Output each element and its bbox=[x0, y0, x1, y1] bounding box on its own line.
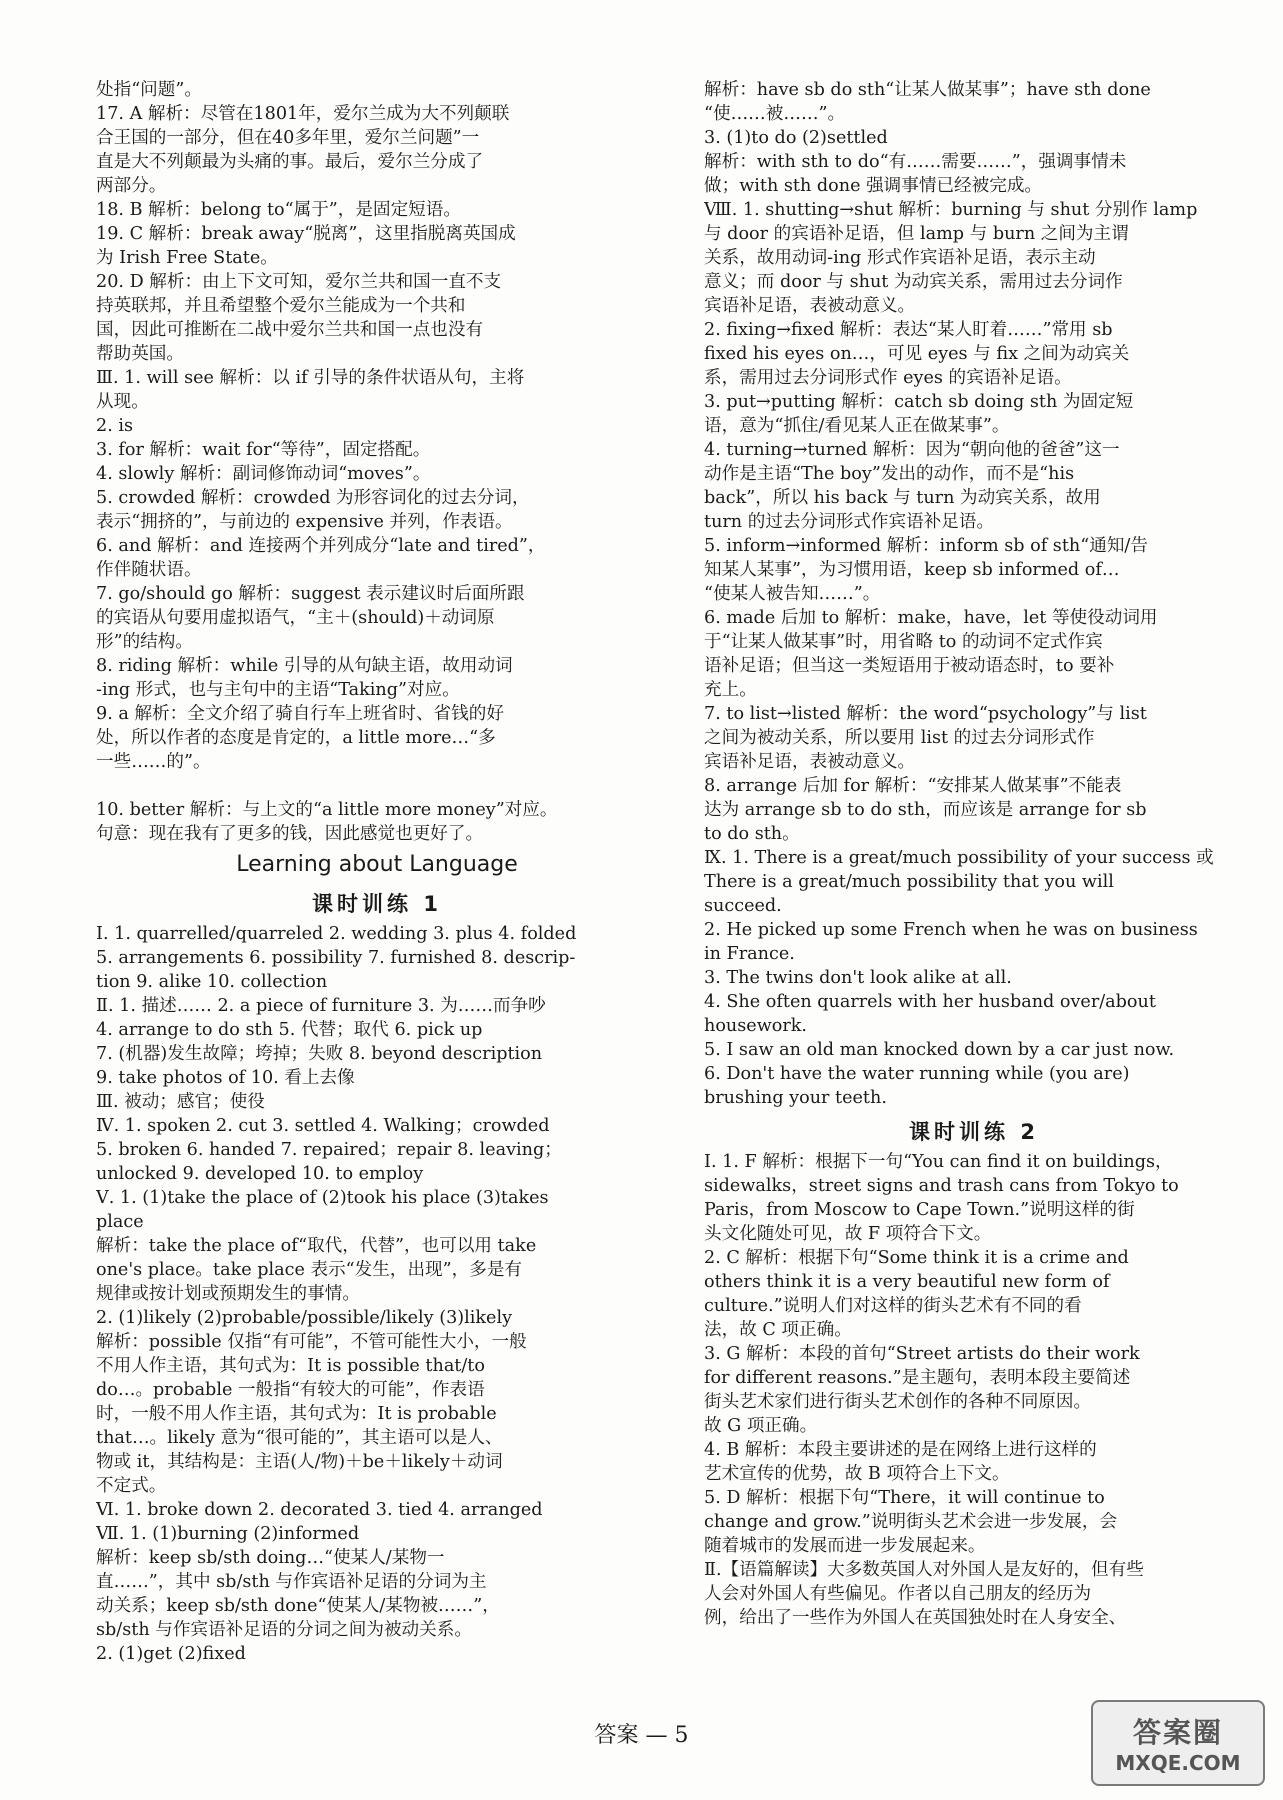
text-line: 2. is bbox=[96, 416, 134, 436]
text-line: Ⅰ. 1. F 解析：根据下一句“You can find it on buildings， bbox=[704, 1152, 1173, 1172]
text-line: 于“让某人做某事”时，用省略 to 的动词不定式作宾 bbox=[704, 632, 1103, 652]
text-line: 解析：take the place of“取代，代替”，也可以用 take bbox=[96, 1236, 537, 1256]
text-line: Ⅲ. 1. will see 解析：以 if 引导的条件状语从句，主将 bbox=[96, 368, 525, 388]
text-line: 2. fixing→fixed 解析：表达“某人盯着……”常用 sb bbox=[704, 320, 1113, 340]
page-footer: 答案 — 5 bbox=[594, 1723, 689, 1748]
text-line: 故 G 项正确。 bbox=[704, 1416, 818, 1436]
text-line: 从现。 bbox=[96, 392, 149, 412]
text-line: 20. D 解析：由上下文可知，爱尔兰共和国一直不支 bbox=[96, 272, 502, 292]
text-line: 合王国的一部分，但在40多年里，爱尔兰问题”一 bbox=[96, 128, 480, 148]
text-line: Ⅲ. 被动；感官；使役 bbox=[96, 1092, 265, 1112]
text-line: 9. take photos of 10. 看上去像 bbox=[96, 1068, 355, 1088]
text-line bbox=[96, 774, 658, 798]
text-line: 一些……的”。 bbox=[96, 752, 211, 772]
text-line: 帮助英国。 bbox=[96, 344, 184, 364]
text-line: 3. (1)to do (2)settled bbox=[704, 128, 888, 148]
text-line: 作伴随状语。 bbox=[96, 560, 202, 580]
text-line: 随着城市的发展而进一步发展起来。 bbox=[704, 1536, 986, 1556]
text-line: 两部分。 bbox=[96, 176, 167, 196]
text-line: succeed. bbox=[704, 896, 782, 916]
watermark-bottom: MXQE.COM bbox=[1115, 1751, 1241, 1775]
text-line: 不定式。 bbox=[96, 1476, 167, 1496]
text-line: one's place。take place 表示“发生，出现”，多是有 bbox=[96, 1260, 523, 1280]
text-line: 5. arrangements 6. possibility 7. furnished 8. descrip- bbox=[96, 948, 576, 968]
text-line: that…。likely 意为“很可能的”，其主语可以是人、 bbox=[96, 1428, 503, 1448]
text-line: 4. slowly 解析：副词修饰动词“moves”。 bbox=[96, 464, 431, 484]
text-line: 做；with sth done 强调事情已经被完成。 bbox=[704, 176, 1043, 196]
text-line: culture.”说明人们对这样的街头艺术有不同的看 bbox=[704, 1296, 1082, 1316]
text-line: 7. go/should go 解析：suggest 表示建议时后面所跟 bbox=[96, 584, 525, 604]
text-line: 4. B 解析：本段主要讲述的是在网络上进行这样的 bbox=[704, 1440, 1097, 1460]
text-line: 6. and 解析：and 连接两个并列成分“late and tired”， bbox=[96, 536, 546, 556]
text-line: brushing your teeth. bbox=[704, 1088, 887, 1108]
text-line: 17. A 解析：尽管在1801年，爱尔兰成为大不列颠联 bbox=[96, 104, 510, 124]
text-line: others think it is a very beautiful new form of bbox=[704, 1272, 1110, 1292]
text-line: 7. (机器)发生故障；垮掉；失败 8. beyond description bbox=[96, 1044, 543, 1064]
text-line: place bbox=[96, 1212, 144, 1232]
text-line: 达为 arrange sb to do sth，而应该是 arrange for sb bbox=[704, 800, 1147, 820]
text-line: 的宾语从句要用虚拟语气，“主＋(should)＋动词原 bbox=[96, 608, 495, 628]
text-line: 意义；而 door 与 shut 为动宾关系，需用过去分词作 bbox=[704, 272, 1123, 292]
text-line: 宾语补足语，表被动意义。 bbox=[704, 752, 916, 772]
text-line: There is a great/much possibility that you will bbox=[704, 872, 1114, 892]
text-line: in France. bbox=[704, 944, 795, 964]
text-line: Ⅰ. 1. quarrelled/quarreled 2. wedding 3. plus 4. folded bbox=[96, 924, 577, 944]
text-line: 解析：have sb do sth“让某人做某事”；have sth done bbox=[704, 80, 1151, 100]
text-line: 10. better 解析：与上文的“a little more money”对应。 bbox=[96, 800, 558, 820]
text-line: 2. (1)likely (2)probable/possible/likely (3)likely bbox=[96, 1308, 513, 1328]
text-line: do…。probable 一般指“有较大的可能”，作表语 bbox=[96, 1380, 485, 1400]
text-line: 9. a 解析：全文介绍了骑自行车上班省时、省钱的好 bbox=[96, 704, 504, 724]
text-line: -ing 形式，也与主句中的主语“Taking”对应。 bbox=[96, 680, 460, 700]
left-column bbox=[96, 78, 658, 1666]
text-line: 3. The twins don't look alike at all. bbox=[704, 968, 1012, 988]
text-line: “使……被……”。 bbox=[704, 104, 846, 124]
text-line: 5. crowded 解析：crowded 为形容词化的过去分词， bbox=[96, 488, 530, 508]
right-column bbox=[704, 78, 1244, 1630]
text-line: 关系，故用动词-ing 形式作宾语补足语，表示主动 bbox=[704, 248, 1096, 268]
text-line: 4. turning→turned 解析：因为“朝向他的爸爸”这一 bbox=[704, 440, 1120, 460]
text-line: 解析：keep sb/sth doing…“使某人/某物一 bbox=[96, 1548, 445, 1568]
text-line: fixed his eyes on…，可见 eyes 与 fix 之间为动宾关 bbox=[704, 344, 1130, 364]
watermark-top: 答案圈 bbox=[1132, 1716, 1223, 1749]
text-line: Ⅷ. 1. shutting→shut 解析：burning 与 shut 分别作 lamp bbox=[704, 200, 1198, 220]
text-line: 国，因此可推断在二战中爱尔兰共和国一点也没有 bbox=[96, 320, 484, 340]
text-line: 2. He picked up some French when he was on business bbox=[704, 920, 1198, 940]
text-line: Ⅵ. 1. broke down 2. decorated 3. tied 4. arranged bbox=[96, 1500, 543, 1520]
text-line: Ⅶ. 1. (1)burning (2)informed bbox=[96, 1524, 360, 1544]
text-line: sidewalks，street signs and trash cans from Tokyo to bbox=[704, 1176, 1179, 1196]
text-line: 8. riding 解析：while 引导的从句缺主语，故用动词 bbox=[96, 656, 513, 676]
text-line: 语补足语；但当这一类短语用于被动语态时，to 要补 bbox=[704, 656, 1115, 676]
text-line: 为 Irish Free State。 bbox=[96, 248, 278, 268]
text-line: to do sth。 bbox=[704, 824, 800, 844]
text-line: unlocked 9. developed 10. to employ bbox=[96, 1164, 424, 1184]
text-line: 直是大不列颠最为头痛的事。最后，爱尔兰分成了 bbox=[96, 152, 484, 172]
text-line: 3. G 解析：本段的首句“Street artists do their work bbox=[704, 1344, 1140, 1364]
text-line: 规律或按计划或预期发生的事情。 bbox=[96, 1284, 360, 1304]
text-line: 艺术宣传的优势，故 B 项符合上下文。 bbox=[704, 1464, 1010, 1484]
text-line: 5. inform→informed 解析：inform sb of sth“通知/告 bbox=[704, 536, 1148, 556]
text-line: 动作是主语“The boy”发出的动作，而不是“his bbox=[704, 464, 1075, 484]
text-line: Ⅱ. 1. 描述…… 2. a piece of furniture 3. 为……而争吵 bbox=[96, 996, 546, 1016]
text-line: 5. I saw an old man knocked down by a car just now. bbox=[704, 1040, 1175, 1060]
text-line: sb/sth 与作宾语补足语的分词之间为被动关系。 bbox=[96, 1620, 472, 1640]
text-line: change and grow.”说明街头艺术会进一步发展，会 bbox=[704, 1512, 1118, 1532]
watermark-logo bbox=[1091, 1700, 1265, 1786]
text-line: 不用人作主语，其句式为：It is possible that/to bbox=[96, 1356, 485, 1376]
text-line: Paris，from Moscow to Cape Town.”说明这样的街 bbox=[704, 1200, 1135, 1220]
text-line: for different reasons.”是主题句，表明本段主要简述 bbox=[704, 1368, 1131, 1388]
text-line: 语，意为“抓住/看见某人正在做某事”。 bbox=[704, 416, 1010, 436]
text-line: 宾语补足语，表被动意义。 bbox=[704, 296, 916, 316]
text-line: 与 door 的宾语补足语，但 lamp 与 burn 之间为主谓 bbox=[704, 224, 1129, 244]
text-line: Ⅳ. 1. spoken 2. cut 3. settled 4. Walking；crowded bbox=[96, 1116, 550, 1136]
text-line: 6. Don't have the water running while (you are) bbox=[704, 1064, 1130, 1084]
text-line: 时，一般不用人作主语，其句式为：It is probable bbox=[96, 1404, 497, 1424]
text-line: turn 的过去分词形式作宾语补足语。 bbox=[704, 512, 995, 532]
text-line: 处指“问题”。 bbox=[96, 80, 202, 100]
text-line: 头文化随处可见，故 F 项符合下文。 bbox=[704, 1224, 992, 1244]
text-line: 5. broken 6. handed 7. repaired；repair 8. leaving； bbox=[96, 1140, 562, 1160]
text-line: 直……”，其中 sb/sth 与作宾语补足语的分词为主 bbox=[96, 1572, 487, 1592]
text-line: 解析：possible 仅指“有可能”，不管可能性大小，一般 bbox=[96, 1332, 527, 1352]
text-line: 解析：with sth to do“有……需要……”，强调事情未 bbox=[704, 152, 1127, 172]
text-line: 充上。 bbox=[704, 680, 757, 700]
text-line: 2. C 解析：根据下句“Some think it is a crime and bbox=[704, 1248, 1129, 1268]
text-line: 物或 it，其结构是：主语(人/物)＋be＋likely＋动词 bbox=[96, 1452, 503, 1472]
text-line: 2. (1)get (2)fixed bbox=[96, 1644, 246, 1664]
text-line: “使某人被告知……”。 bbox=[704, 584, 881, 604]
text-line: 知某人某事”，为习惯用语，keep sb informed of… bbox=[704, 560, 1120, 580]
text-line: 4. She often quarrels with her husband over/about bbox=[704, 992, 1156, 1012]
section-heading: Learning about Language bbox=[236, 852, 518, 877]
text-line: 19. C 解析：break away“脱离”，这里指脱离英国成 bbox=[96, 224, 516, 244]
text-line: 形”的结构。 bbox=[96, 632, 193, 652]
lesson-heading-1: 课时训练 1 bbox=[312, 892, 442, 916]
text-line: 处，所以作者的态度是肯定的，a little more…“多 bbox=[96, 728, 496, 748]
text-line: back”，所以 his back 与 turn 为动宾关系，故用 bbox=[704, 488, 1101, 508]
text-line: 动关系；keep sb/sth done“使某人/某物被……”， bbox=[96, 1596, 500, 1616]
text-line: 5. D 解析：根据下句“There，it will continue to bbox=[704, 1488, 1105, 1508]
text-line: 例，给出了一些作为外国人在英国独处时在人身安全、 bbox=[704, 1608, 1127, 1628]
text-line: 3. for 解析：wait for“等待”，固定搭配。 bbox=[96, 440, 431, 460]
text-line: tion 9. alike 10. collection bbox=[96, 972, 328, 992]
text-line: 8. arrange 后加 for 解析：“安排某人做某事”不能表 bbox=[704, 776, 1122, 796]
text-line: 6. made 后加 to 解析：make，have，let 等使役动词用 bbox=[704, 608, 1158, 628]
text-line: 18. B 解析：belong to“属于”，是固定短语。 bbox=[96, 200, 461, 220]
text-line: 4. arrange to do sth 5. 代替；取代 6. pick up bbox=[96, 1020, 483, 1040]
text-line: 法，故 C 项正确。 bbox=[704, 1320, 852, 1340]
text-line: 表示“拥挤的”，与前边的 expensive 并列，作表语。 bbox=[96, 512, 513, 532]
lesson-heading-2: 课时训练 2 bbox=[909, 1120, 1039, 1144]
text-line: housework. bbox=[704, 1016, 808, 1036]
text-line: 之间为被动关系，所以要用 list 的过去分词形式作 bbox=[704, 728, 1095, 748]
text-line: Ⅱ.【语篇解读】大多数英国人对外国人是友好的，但有些 bbox=[704, 1560, 1144, 1580]
text-line: 7. to list→listed 解析：the word“psychology”与 list bbox=[704, 704, 1147, 724]
text-line: 系，需用过去分词形式作 eyes 的宾语补足语。 bbox=[704, 368, 1072, 388]
text-line: 街头艺术家们进行街头艺术创作的各种不同原因。 bbox=[704, 1392, 1092, 1412]
text-line: Ⅸ. 1. There is a great/much possibility of your success 或 bbox=[704, 848, 1214, 868]
text-line: 持英联邦，并且希望整个爱尔兰能成为一个共和 bbox=[96, 296, 466, 316]
text-line: 句意：现在我有了更多的钱，因此感觉也更好了。 bbox=[96, 824, 484, 844]
text-line: Ⅴ. 1. (1)take the place of (2)took his place (3)takes bbox=[96, 1188, 549, 1208]
text-line: 人会对外国人有些偏见。作者以自己朋友的经历为 bbox=[704, 1584, 1092, 1604]
text-line: 3. put→putting 解析：catch sb doing sth 为固定短 bbox=[704, 392, 1134, 412]
